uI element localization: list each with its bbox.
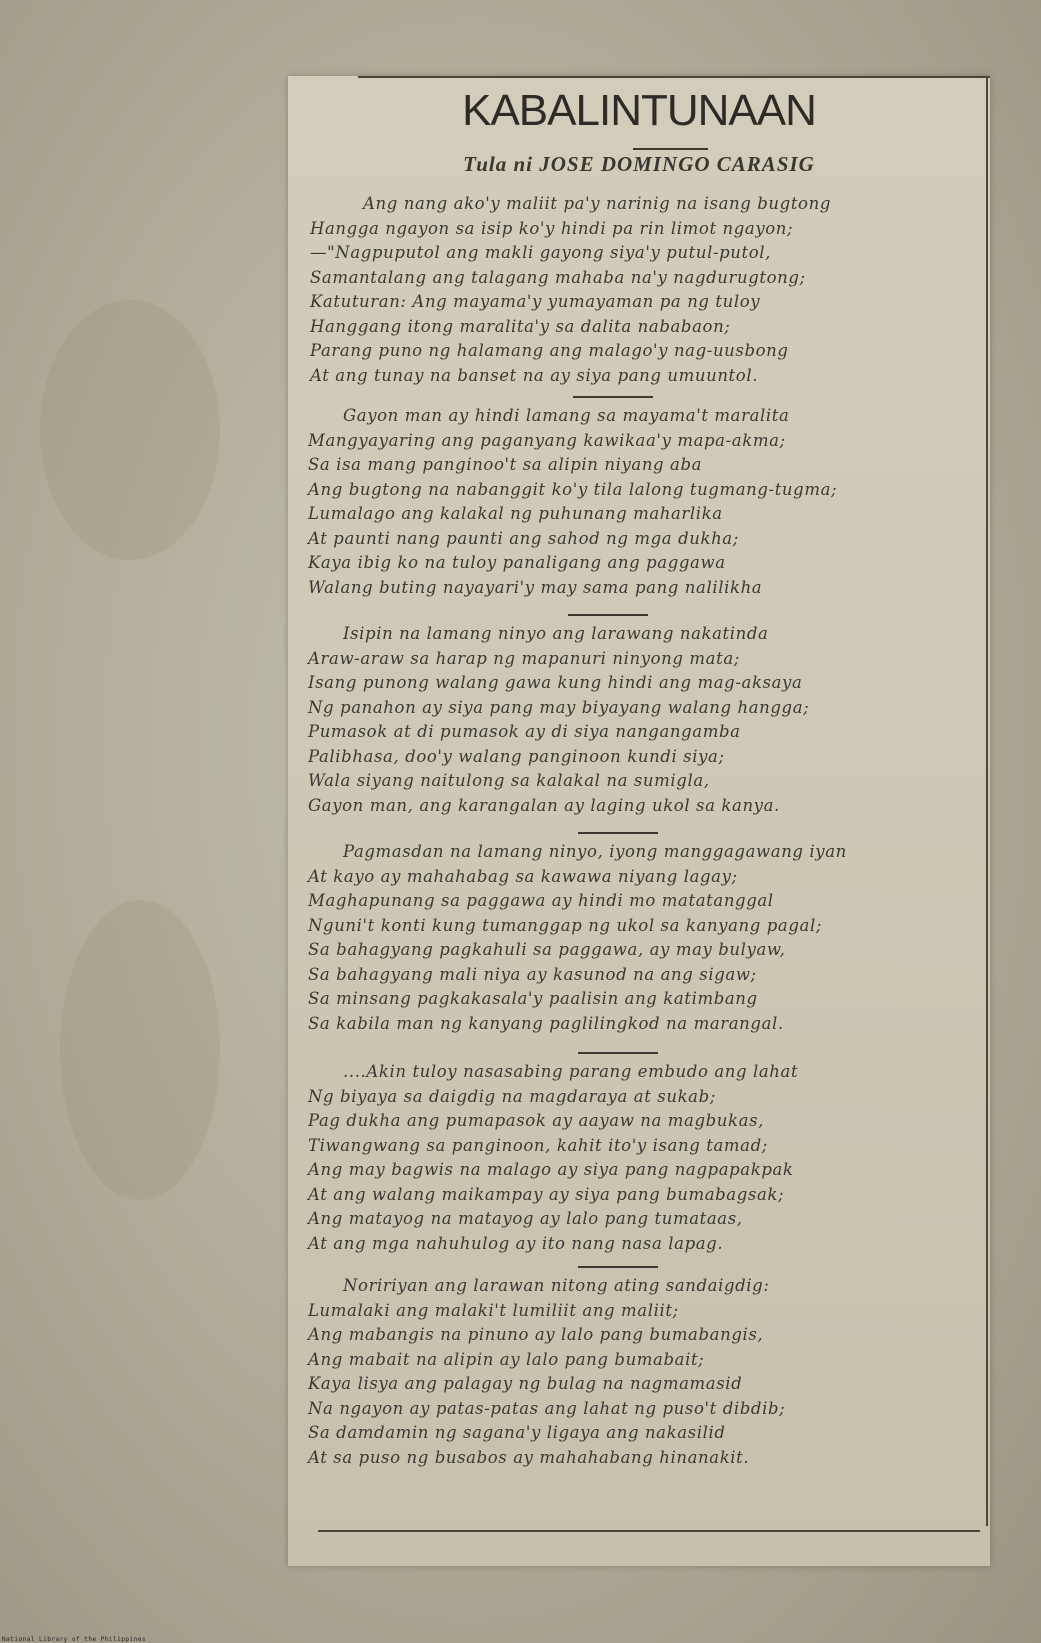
poem-line: Katuturan: Ang mayama'y yumayaman pa ng tuloy xyxy=(310,292,761,311)
poem-byline: Tula ni JOSE DOMINGO CARASIG xyxy=(463,152,815,176)
poem-line: At kayo ay mahahabag sa kawawa niyang lagay; xyxy=(308,866,738,886)
poem-line: Kaya ibig ko na tuloy panaligang ang paggawa xyxy=(308,553,726,572)
stanza-separator xyxy=(578,1052,658,1054)
top-border xyxy=(358,76,990,78)
poem-line: Palibhasa, doo'y walang panginoon kundi siya; xyxy=(308,746,725,766)
poem-line: Ang nang ako'y maliit pa'y narinig na isang bugtong xyxy=(363,194,831,213)
poem-line: Mangyayaring ang paganyang kawikaa'y mapa-akma; xyxy=(308,430,786,450)
stanza-separator xyxy=(578,1266,658,1268)
poem-line: Ang mabangis na pinuno ay lalo pang bumabangis, xyxy=(308,1325,764,1344)
poem-line: At ang tunay na banset na ay siya pang umuuntol. xyxy=(310,365,759,385)
newspaper-clipping xyxy=(288,76,990,1566)
poem-line: At sa puso ng busabos ay mahahabang hinanakit. xyxy=(308,1447,750,1467)
poem-line: Araw-araw sa harap ng mapanuri ninyong mata; xyxy=(308,648,740,668)
poem-line: Samantalang ang talagang mahaba na'y nagdurugtong; xyxy=(310,267,806,287)
poem-line: Gayon man, ang karangalan ay laging ukol sa kanya. xyxy=(308,795,780,815)
poem-line: Sa bahagyang pagkahuli sa paggawa, ay may bulyaw, xyxy=(308,940,786,959)
title-rule xyxy=(633,148,708,150)
poem-line: Sa minsang pagkakasala'y paalisin ang katimbang xyxy=(308,989,758,1008)
poem-line: Sa damdamin ng sagana'y ligaya ang nakasilid xyxy=(308,1423,726,1442)
poem-line: Wala siyang naitulong sa kalakal na sumigla, xyxy=(308,771,710,790)
poem-line: Maghapunang sa paggawa ay hindi mo matatanggal xyxy=(308,891,774,910)
poem-line: Ang matayog na matayog ay lalo pang tumataas, xyxy=(308,1209,743,1228)
poem-line: Isang punong walang gawa kung hindi ang mag-aksaya xyxy=(308,673,803,692)
bottom-border xyxy=(318,1530,980,1532)
poem-line: Ng panahon ay siya pang may biyayang walang hangga; xyxy=(308,697,810,717)
stanza-separator xyxy=(573,396,653,398)
poem-line: At paunti nang paunti ang sahod ng mga dukha; xyxy=(308,528,739,548)
library-footer: National Library of the Philippines xyxy=(2,1636,146,1643)
poem-line: Kaya lisya ang palagay ng bulag na nagmamasid xyxy=(308,1374,743,1393)
poem-line: ....Akin tuloy nasasabing parang embudo ang lahat xyxy=(343,1062,799,1081)
poem-line: Pagmasdan na lamang ninyo, iyong manggagawang iyan xyxy=(343,842,847,861)
poem-line: Lumalaki ang malaki't lumiliit ang maliit; xyxy=(308,1300,679,1320)
right-border xyxy=(986,76,988,1526)
poem-line: Pag dukha ang pumapasok ay aayaw na magbukas, xyxy=(308,1111,764,1130)
poem-line: Tiwangwang sa panginoon, kahit ito'y isang tamad; xyxy=(308,1135,768,1155)
poem-line: Sa isa mang panginoo't sa alipin niyang aba xyxy=(308,455,703,474)
poem-title: KABALINTUNAAN xyxy=(462,86,816,135)
poem-line: Gayon man ay hindi lamang sa mayama't maralita xyxy=(343,406,790,425)
poem-line: Lumalago ang kalakal ng puhunang maharlika xyxy=(308,504,723,523)
poem-line: Walang buting nayayari'y may sama pang nalilikha xyxy=(308,577,763,597)
poem-line: —"Nagpuputol ang makli gayong siya'y putul-putol, xyxy=(310,243,772,262)
poem-line: At ang walang maikampay ay siya pang bumabagsak; xyxy=(308,1184,785,1204)
poem-line: Hanggang itong maralita'y sa dalita nababaon; xyxy=(310,316,731,336)
poem-line: Sa kabila man ng kanyang paglilingkod na marangal. xyxy=(308,1013,784,1033)
poem-line: At ang mga nahuhulog ay ito nang nasa lapag. xyxy=(308,1233,724,1253)
poem-line: Ang mabait na alipin ay lalo pang bumabait; xyxy=(308,1349,705,1369)
poem-line: Sa bahagyang mali niya ay kasunod na ang sigaw; xyxy=(308,964,757,984)
stanza-separator xyxy=(568,614,648,616)
poem-line: Ng biyaya sa daigdig na magdaraya at sukab; xyxy=(308,1086,716,1106)
poem-line: Noririyan ang larawan nitong ating sandaigdig: xyxy=(343,1276,770,1295)
poem-line: Ang may bagwis na malago ay siya pang nagpapakpak xyxy=(308,1160,794,1179)
poem-line: Ang bugtong na nabanggit ko'y tila lalong tugmang-tugma; xyxy=(308,479,838,499)
poem-line: Isipin na lamang ninyo ang larawang nakatinda xyxy=(343,624,769,643)
poem-line: Parang puno ng halamang ang malago'y nag-uusbong xyxy=(310,341,789,360)
poem-line: Na ngayon ay patas-patas ang lahat ng puso't dibdib; xyxy=(308,1398,786,1418)
stanza-separator xyxy=(578,832,658,834)
poem-line: Nguni't konti kung tumanggap ng ukol sa kanyang pagal; xyxy=(308,915,823,935)
poem-line: Hangga ngayon sa isip ko'y hindi pa rin limot ngayon; xyxy=(310,218,794,238)
poem-line: Pumasok at di pumasok ay di siya nangangamba xyxy=(308,722,741,741)
